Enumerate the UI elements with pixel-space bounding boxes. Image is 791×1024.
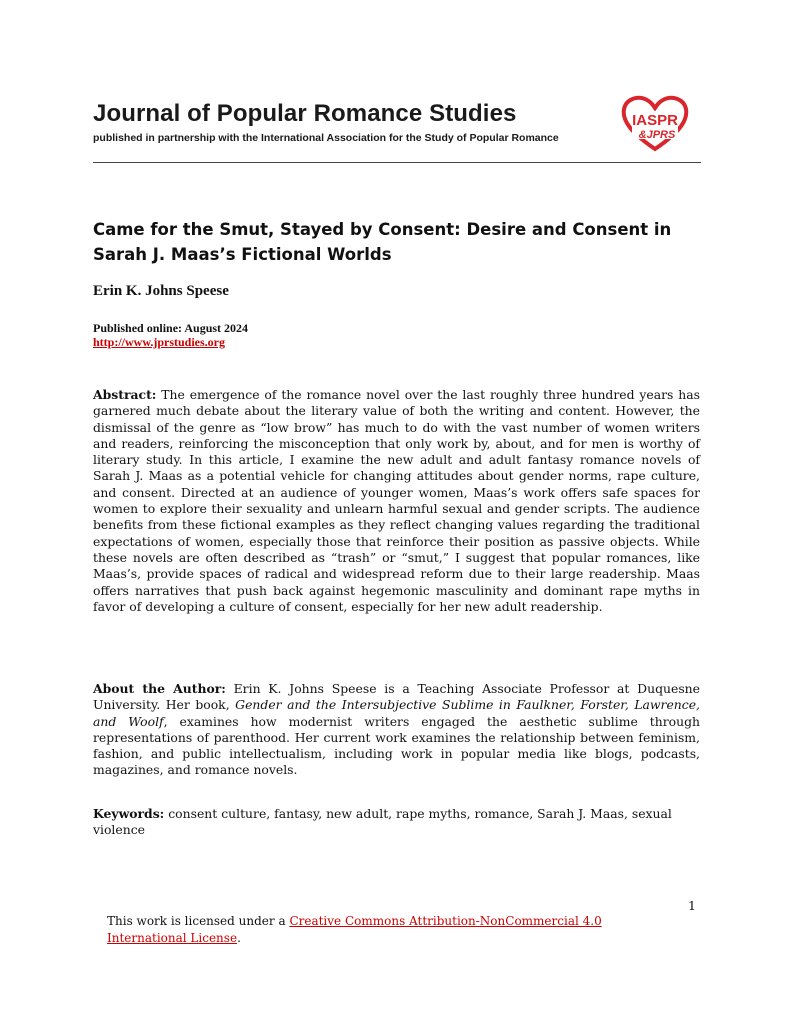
- abstract-label: Abstract:: [93, 387, 157, 402]
- logo-text-jprs: &JPRS: [638, 129, 676, 141]
- author-name: Erin K. Johns Speese: [93, 283, 229, 299]
- keywords-text: consent culture, fantasy, new adult, rape myths, romance, Sarah J. Maas, sexual violence: [93, 806, 672, 838]
- license-prefix: This work is licensed under a: [107, 914, 286, 928]
- keywords: [93, 806, 700, 839]
- about-author: [93, 681, 700, 779]
- license-link[interactable]: Creative Commons Attribution-NonCommercial 4.0 International License: [107, 914, 602, 945]
- header-divider: [93, 162, 701, 163]
- about-text-before: Erin K. Johns Speese is a Teaching Associate Professor at Duquesne University. Her book,: [93, 681, 700, 713]
- license-suffix: .: [237, 931, 241, 945]
- abstract: [93, 387, 700, 615]
- published-date: Published online: August 2024: [93, 321, 249, 335]
- heart-logo-icon: [620, 94, 690, 154]
- about-text-after: , examines how modernist writers engaged the aesthetic sublime through representations of parenthood. Her current work examines the relationship between feminism, fashion, and public intellectualism, including work in popular media like blogs, podcasts, magazines, and romance novels.: [93, 713, 700, 778]
- page-number: 1: [688, 898, 696, 913]
- book-title: Gender and the Intersubjective Sublime in Faulkner, Forster, Lawrence, and Woolf: [93, 697, 700, 729]
- logo-text-iaspr: IASPR: [632, 112, 678, 129]
- license-notice: [107, 913, 627, 947]
- journal-header: [93, 100, 701, 164]
- abstract-text: The emergence of the romance novel over the last roughly three hundred years has garnered much debate about the literary value of both the writing and content. However, the dismissal of the genre as “low brow” has much to do with the vast number of women writers and readers, reinforcing the misconception that only work by, about, and for men is worthy of literary study. In this article, I examine the new adult and adult fantasy romance novels of Sarah J. Maas as a potential vehicle for changing attitudes about gender norms, rape culture, and consent. Directed at an audience of younger women, Maas’s work offers safe spaces for women to explore their sexuality and unlearn harmful sexual and gender scripts. The audience benefits from these fictional examples as they reflect changing values regarding the traditional expectations of women, especially those that reinforce their position as passive objects. While these novels are often described as “trash” or “smut,” I suggest that popular romances, like Maas’s, provide spaces of radical and widespread reform due to their large readership. Maas offers narratives that push back against hegemonic masculinity and dominant rape myths in favor of developing a culture of consent, especially for her new adult readership.: [93, 387, 700, 614]
- journal-subtitle: published in partnership with the International Association for the Study of Popular Romance: [93, 132, 559, 144]
- journal-link[interactable]: http://www.jprstudies.org: [93, 335, 226, 349]
- journal-title: Journal of Popular Romance Studies: [93, 100, 517, 127]
- about-label: About the Author:: [93, 681, 226, 696]
- article-title: Came for the Smut, Stayed by Consent: Desire and Consent in Sarah J. Maas’s Fictional Worlds: [93, 220, 672, 264]
- keywords-label: Keywords:: [93, 806, 165, 821]
